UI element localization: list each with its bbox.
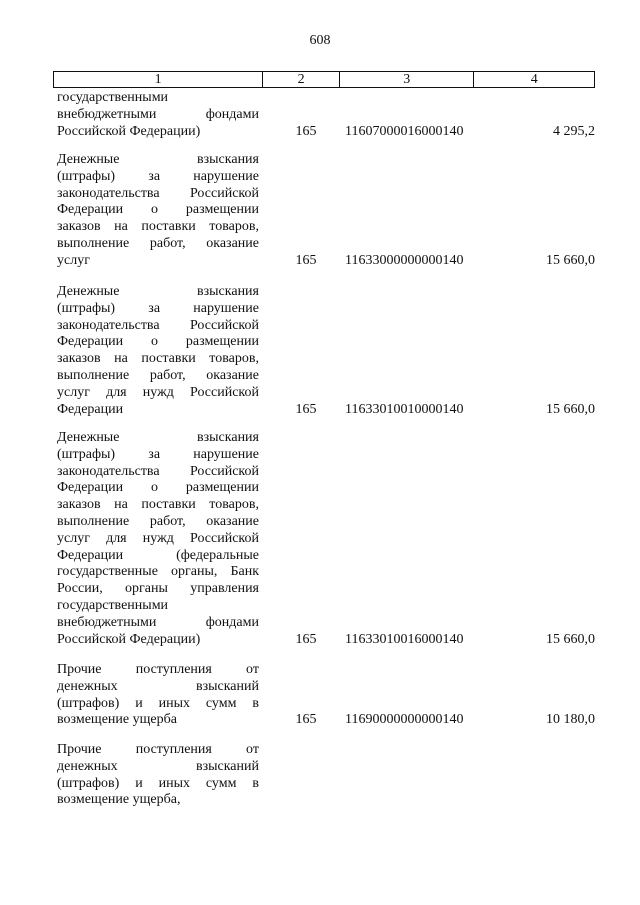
row-amount: 15 660,0 [546, 401, 595, 417]
description-line: Денежные взыскания [57, 152, 259, 167]
description-line: услуг для нужд Российской [57, 530, 259, 546]
description-line: государственными [57, 90, 169, 105]
description-line: внебюджетными фондами [57, 106, 259, 122]
row-kbk: 11633010016000140 [345, 631, 464, 647]
row-code: 165 [295, 401, 317, 417]
description-line: законодательства Российской [57, 317, 259, 333]
description-line: (штрафы) за нарушение [57, 446, 259, 462]
description-line: России, органы управления [57, 581, 259, 597]
row-amount: 4 295,2 [553, 123, 595, 139]
column-header-4: 4 [530, 72, 538, 87]
description-line: Федерации о размещении [57, 480, 259, 496]
description-line: Федерации [57, 401, 124, 417]
description-line: услуг [57, 252, 90, 268]
description-line: Федерации о размещении [57, 334, 259, 350]
description-line: Российской Федерации) [57, 123, 201, 139]
description-line: Федерации (федеральные [57, 547, 259, 563]
description-line: Денежные взыскания [57, 284, 259, 299]
row-description [57, 284, 259, 418]
description-line: денежных взысканий [57, 678, 259, 694]
row-kbk: 11690000000000140 [345, 712, 464, 728]
description-line: Прочие поступления от [57, 742, 259, 757]
row-code: 165 [295, 712, 317, 728]
row-description [57, 152, 259, 270]
description-line: Денежные взыскания [57, 430, 259, 445]
description-line: законодательства Российской [57, 185, 259, 201]
row-kbk: 11607000016000140 [345, 123, 464, 139]
description-line: Российской Федерации) [57, 631, 201, 647]
description-line: (штрафы) за нарушение [57, 168, 259, 184]
description-line: внебюджетными фондами [57, 614, 259, 630]
row-code: 165 [295, 123, 317, 139]
table-header [53, 71, 595, 88]
description-line: (штрафов) и иных сумм в [57, 695, 259, 711]
row-amount: 10 180,0 [546, 712, 595, 728]
description-line: (штрафы) за нарушение [57, 300, 259, 316]
row-code: 165 [295, 252, 317, 268]
column-header-1: 1 [54, 72, 263, 87]
description-line: возмещение ущерба, [57, 792, 181, 808]
description-line: выполнение работ, оказание [57, 513, 259, 529]
row-amount: 15 660,0 [546, 252, 595, 268]
description-line: государственными [57, 597, 169, 613]
description-line: услуг для нужд Российской [57, 384, 259, 400]
description-line: заказов на поставки товаров, [57, 219, 259, 235]
description-line: (штрафов) и иных сумм в [57, 775, 259, 791]
description-line: возмещение ущерба [57, 712, 177, 728]
description-line: заказов на поставки товаров, [57, 351, 259, 367]
description-line: выполнение работ, оказание [57, 235, 259, 251]
row-description [57, 430, 259, 648]
description-line: Федерации о размещении [57, 202, 259, 218]
column-header-2: 2 [263, 72, 340, 87]
row-code: 165 [295, 631, 317, 647]
row-kbk: 11633000000000140 [345, 252, 464, 268]
description-line: выполнение работ, оказание [57, 367, 259, 383]
row-description [57, 742, 259, 809]
row-description [57, 662, 259, 729]
row-kbk: 11633010010000140 [345, 401, 464, 417]
description-line: законодательства Российской [57, 463, 259, 479]
description-line: заказов на поставки товаров, [57, 497, 259, 513]
description-line: Прочие поступления от [57, 662, 259, 677]
page-number: 608 [309, 33, 331, 48]
column-header-3: 3 [340, 72, 475, 87]
description-line: денежных взысканий [57, 758, 259, 774]
row-description [57, 90, 259, 140]
description-line: государственные органы, Банк [57, 564, 259, 580]
row-amount: 15 660,0 [546, 631, 595, 647]
